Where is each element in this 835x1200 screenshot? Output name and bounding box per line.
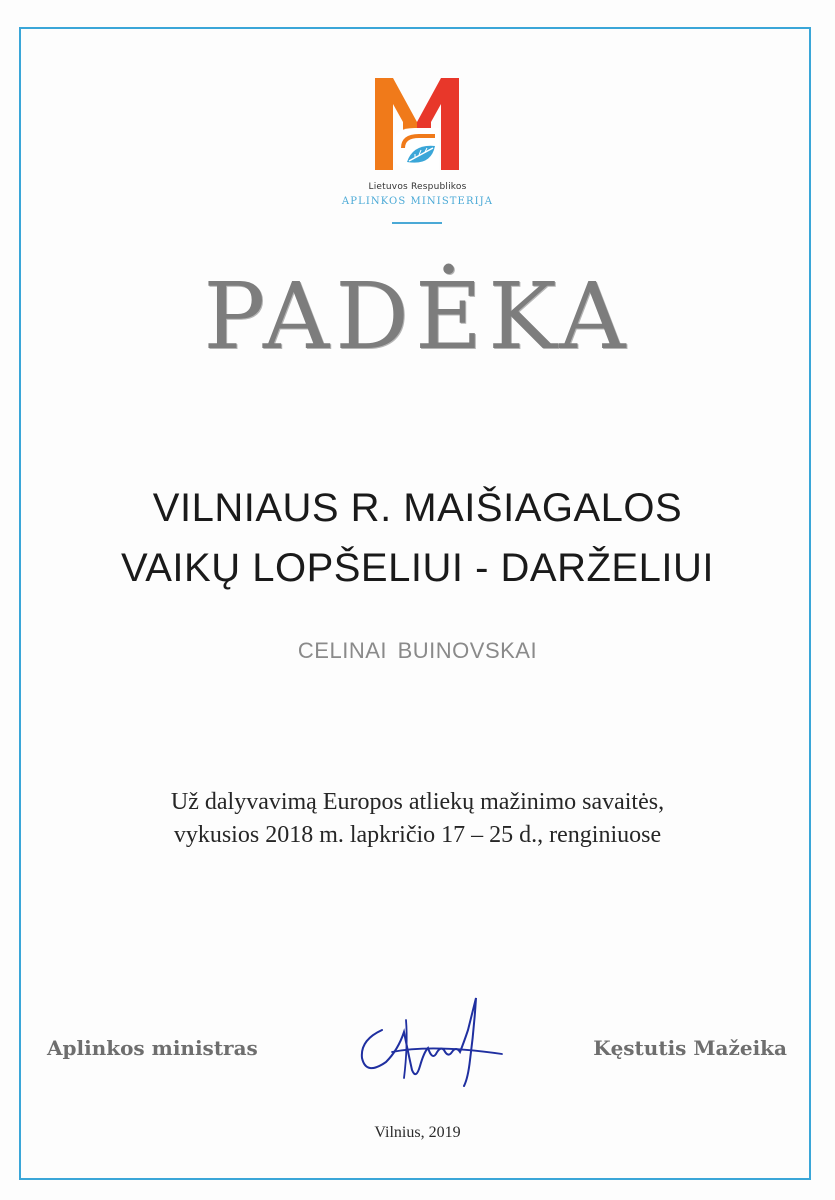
recipient-line-1: VILNIAUS R. MAIŠIAGALOS [152,486,683,530]
signer-role: Aplinkos ministras [47,1036,258,1060]
signer-name: Kęstutis Mažeika [593,1036,787,1060]
certificate-title: PADĖKA [203,263,632,370]
recipient-line-2: VAIKŲ LOPŠELIUI - DARŽELIUI [121,546,714,590]
reason-line-1: Už dalyvavimą Europos atliekų mažinimo savaitės, [170,789,665,815]
reason-line-2: vykusios 2018 m. lapkričio 17 – 25 d., renginiuose [173,822,662,848]
recipient-block [0,478,835,598]
logo-divider [392,222,442,224]
logo-country-text: Lietuvos Respublikos [368,182,467,192]
recipient-person: CELINAI BUINOVSKAI [297,638,538,663]
reason-text [0,786,835,852]
place-date: Vilnius, 2019 [374,1124,461,1141]
ministry-logo-icon [335,70,500,180]
logo-ministry-text: APLINKOS MINISTERIJA [341,196,494,207]
ministry-logo [335,70,500,230]
handwritten-signature [352,990,512,1090]
